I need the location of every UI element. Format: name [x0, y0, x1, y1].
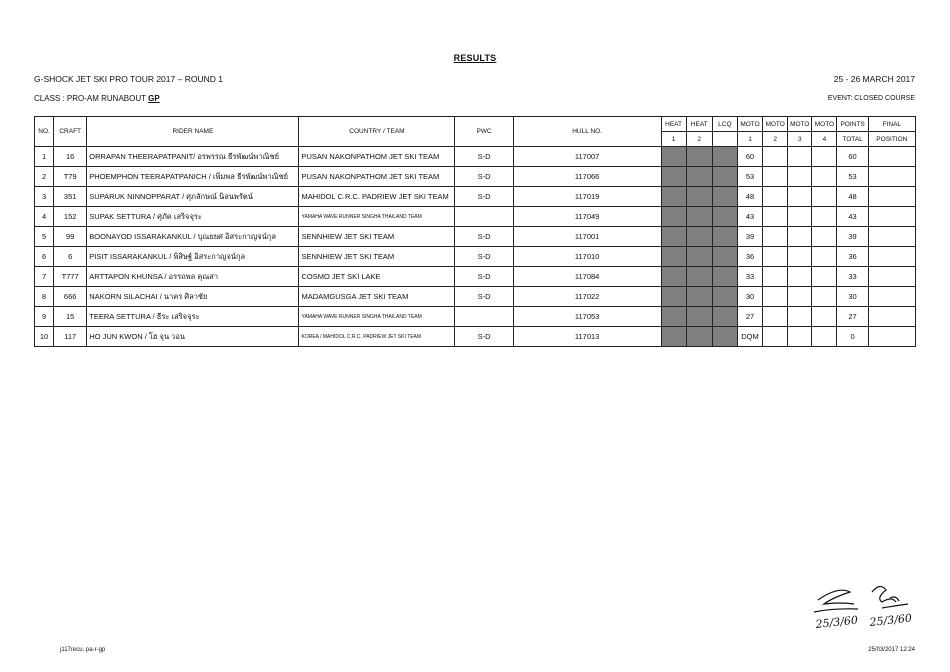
cell-lcq: [712, 187, 737, 207]
cell-moto3: [788, 167, 812, 187]
col-moto2: MOTO: [763, 117, 788, 132]
cell-hull: 117007: [513, 147, 661, 167]
signature-2-date: 25/3/60: [868, 611, 913, 629]
cell-team: MAHIDOL C.R.C. PADRIEW JET SKI TEAM: [299, 187, 455, 207]
cell-rider: PHOEMPHON TEERAPATPANICH / เพิ่มพล ธีรพัฒน์พาณิชย์: [87, 167, 299, 187]
cell-rider: SUPAK SETTURA / ศุภัค เสริจจุระ: [87, 207, 299, 227]
cell-pwc: S-D: [455, 147, 513, 167]
col-country: COUNTRY / TEAM: [299, 117, 455, 147]
page-title: RESULTS: [453, 53, 497, 63]
cell-craft: 666: [54, 287, 87, 307]
cell-hull: 117022: [513, 287, 661, 307]
cell-moto3: [788, 187, 812, 207]
col-moto2-num: 2: [763, 132, 788, 147]
cell-team: PUSAN NAKONPATHOM JET SKI TEAM: [299, 167, 455, 187]
cell-team: SENNHIEW JET SKI TEAM: [299, 247, 455, 267]
col-moto4: MOTO: [812, 117, 837, 132]
footer-file: j117recu. pa-r-gp: [60, 647, 106, 653]
cell-heat1: [661, 247, 686, 267]
cell-heat2: [686, 147, 712, 167]
col-moto3-num: 3: [788, 132, 812, 147]
cell-heat2: [686, 307, 712, 327]
cell-team: YAMAHA WAVE RUNNER SINGHA THAILAND TEAM: [299, 207, 455, 227]
cell-final: [868, 227, 915, 247]
table-row: [35, 187, 916, 207]
cell-final: [868, 287, 915, 307]
cell-moto4: [812, 187, 837, 207]
cell-moto2: [763, 287, 788, 307]
cell-moto1: 53: [737, 167, 762, 187]
table-row: [35, 147, 916, 167]
col-no: NO.: [35, 117, 54, 147]
cell-moto4: [812, 307, 837, 327]
cell-heat2: [686, 227, 712, 247]
cell-final: [868, 307, 915, 327]
cell-moto4: [812, 227, 837, 247]
col-lcq-blank: [712, 132, 737, 147]
cell-points: 48: [837, 187, 868, 207]
col-lcq: LCQ: [712, 117, 737, 132]
cell-heat1: [661, 227, 686, 247]
col-pwc: PWC: [455, 117, 513, 147]
cell-moto2: [763, 307, 788, 327]
cell-team: COSMO JET SKI LAKE: [299, 267, 455, 287]
cell-craft: 99: [54, 227, 87, 247]
cell-heat1: [661, 187, 686, 207]
cell-moto2: [763, 207, 788, 227]
table-row: [35, 327, 916, 347]
table-row: [35, 287, 916, 307]
cell-no: 8: [35, 287, 54, 307]
cell-points: 39: [837, 227, 868, 247]
cell-moto3: [788, 207, 812, 227]
cell-points: 33: [837, 267, 868, 287]
cell-rider: ARTTAPON KHUNSA / อรรถพล คุณสา: [87, 267, 299, 287]
cell-heat2: [686, 287, 712, 307]
col-final: FINAL: [868, 117, 915, 132]
cell-moto3: [788, 307, 812, 327]
cell-craft: 152: [54, 207, 87, 227]
cell-hull: 117049: [513, 207, 661, 227]
col-rider: RIDER NAME: [87, 117, 299, 147]
cell-team: YAMAHA WAVE RUNNER SINGHA THAILAND TEAM: [299, 307, 455, 327]
cell-final: [868, 187, 915, 207]
cell-moto1: 39: [737, 227, 762, 247]
cell-heat2: [686, 187, 712, 207]
cell-rider: PISIT ISSARAKANKUL / พิสิษฐ์ อิสระกาญจน์กุล: [87, 247, 299, 267]
cell-points: 53: [837, 167, 868, 187]
cell-rider: BOONAYOD ISSARAKANKUL / บุณยยศ อิสระกาญจน์กุล: [87, 227, 299, 247]
cell-heat1: [661, 147, 686, 167]
cell-no: 4: [35, 207, 54, 227]
cell-moto4: [812, 147, 837, 167]
cell-craft: 16: [54, 147, 87, 167]
cell-team: PUSAN NAKONPATHOM JET SKI TEAM: [299, 147, 455, 167]
table-row: [35, 167, 916, 187]
cell-rider: ORRAPAN THEERAPATPANIT/ อรพรรณ ธีรพัฒน์พาณิชย์: [87, 147, 299, 167]
cell-lcq: [712, 267, 737, 287]
cell-heat1: [661, 307, 686, 327]
cell-moto1: 43: [737, 207, 762, 227]
cell-moto2: [763, 227, 788, 247]
col-final-position: POSITION: [868, 132, 915, 147]
cell-moto1: 36: [737, 247, 762, 267]
cell-craft: T777: [54, 267, 87, 287]
cell-heat2: [686, 167, 712, 187]
cell-rider: HO JUN KWON / โฮ จุน วอน: [87, 327, 299, 347]
col-moto1-num: 1: [737, 132, 762, 147]
class-label: CLASS : PRO-AM RUNABOUT: [34, 94, 146, 103]
class-code: GP: [148, 94, 160, 103]
cell-moto3: [788, 247, 812, 267]
cell-lcq: [712, 327, 737, 347]
cell-pwc: S-D: [455, 287, 513, 307]
col-hull: HULL NO.: [513, 117, 661, 147]
cell-moto2: [763, 327, 788, 347]
cell-heat1: [661, 327, 686, 347]
cell-no: 2: [35, 167, 54, 187]
cell-pwc: S-D: [455, 247, 513, 267]
cell-no: 1: [35, 147, 54, 167]
cell-points: 43: [837, 207, 868, 227]
cell-moto2: [763, 167, 788, 187]
cell-moto3: [788, 147, 812, 167]
cell-rider: SUPARUK NINNOPPARAT / ศุภลักษณ์ นิลนพรัตน์: [87, 187, 299, 207]
cell-lcq: [712, 147, 737, 167]
col-points-total: TOTAL: [837, 132, 868, 147]
cell-rider: TEERA SETTURA / ธีระ เสริจจุระ: [87, 307, 299, 327]
cell-moto4: [812, 287, 837, 307]
cell-moto4: [812, 327, 837, 347]
col-heat1: HEAT: [661, 117, 686, 132]
cell-points: 0: [837, 327, 868, 347]
cell-craft: 351: [54, 187, 87, 207]
col-heat2: HEAT: [686, 117, 712, 132]
cell-rider: NAKORN SILACHAI / นาคร ศิลาชัย: [87, 287, 299, 307]
cell-final: [868, 147, 915, 167]
class-line: [34, 94, 160, 103]
cell-team: MADAMGUSGA JET SKI TEAM: [299, 287, 455, 307]
cell-final: [868, 207, 915, 227]
cell-final: [868, 267, 915, 287]
cell-moto2: [763, 187, 788, 207]
cell-moto1: 48: [737, 187, 762, 207]
results-table: [34, 116, 916, 347]
results-body: [35, 147, 916, 347]
cell-heat1: [661, 207, 686, 227]
cell-points: 36: [837, 247, 868, 267]
cell-no: 7: [35, 267, 54, 287]
cell-final: [868, 327, 915, 347]
cell-final: [868, 167, 915, 187]
cell-lcq: [712, 287, 737, 307]
cell-lcq: [712, 307, 737, 327]
cell-heat2: [686, 247, 712, 267]
table-row: [35, 207, 916, 227]
cell-points: 27: [837, 307, 868, 327]
cell-lcq: [712, 247, 737, 267]
cell-no: 5: [35, 227, 54, 247]
table-row: [35, 247, 916, 267]
cell-hull: 117013: [513, 327, 661, 347]
cell-pwc: S-D: [455, 327, 513, 347]
header-row-top: [35, 117, 916, 132]
cell-moto4: [812, 267, 837, 287]
cell-points: 30: [837, 287, 868, 307]
table-row: [35, 267, 916, 287]
cell-pwc: S-D: [455, 227, 513, 247]
cell-lcq: [712, 227, 737, 247]
cell-hull: 117053: [513, 307, 661, 327]
col-craft: CRAFT: [54, 117, 87, 147]
cell-craft: T79: [54, 167, 87, 187]
cell-points: 60: [837, 147, 868, 167]
cell-hull: 117010: [513, 247, 661, 267]
signature-2: [872, 586, 908, 608]
col-moto4-num: 4: [812, 132, 837, 147]
cell-moto1: 60: [737, 147, 762, 167]
cell-lcq: [712, 207, 737, 227]
cell-heat1: [661, 267, 686, 287]
event-dates: 25 - 26 MARCH 2017: [833, 74, 915, 84]
cell-moto2: [763, 267, 788, 287]
cell-moto1: 33: [737, 267, 762, 287]
cell-moto2: [763, 147, 788, 167]
signature-1-date: 25/3/60: [814, 613, 859, 631]
cell-pwc: [455, 207, 513, 227]
cell-moto1: DQM: [737, 327, 762, 347]
event-course: EVENT: CLOSED COURSE: [827, 95, 915, 102]
cell-moto3: [788, 227, 812, 247]
cell-no: 10: [35, 327, 54, 347]
cell-heat1: [661, 287, 686, 307]
cell-moto4: [812, 207, 837, 227]
cell-final: [868, 247, 915, 267]
cell-pwc: S-D: [455, 187, 513, 207]
cell-moto1: 30: [737, 287, 762, 307]
cell-moto4: [812, 167, 837, 187]
signature-1: [814, 590, 858, 612]
col-heat1-num: 1: [661, 132, 686, 147]
cell-heat2: [686, 327, 712, 347]
cell-no: 9: [35, 307, 54, 327]
col-heat2-num: 2: [686, 132, 712, 147]
cell-pwc: S-D: [455, 167, 513, 187]
cell-moto3: [788, 327, 812, 347]
cell-hull: 117019: [513, 187, 661, 207]
cell-no: 6: [35, 247, 54, 267]
cell-team: KOREA / MAHIDOL C.R.C. PADRIEW JET SKI TEAM: [299, 327, 455, 347]
cell-no: 3: [35, 187, 54, 207]
cell-heat2: [686, 207, 712, 227]
cell-pwc: S-D: [455, 267, 513, 287]
cell-heat2: [686, 267, 712, 287]
table-row: [35, 227, 916, 247]
cell-moto4: [812, 247, 837, 267]
cell-hull: 117084: [513, 267, 661, 287]
table-row: [35, 307, 916, 327]
cell-craft: 15: [54, 307, 87, 327]
cell-craft: 6: [54, 247, 87, 267]
cell-lcq: [712, 167, 737, 187]
cell-moto1: 27: [737, 307, 762, 327]
signatures: [810, 578, 920, 638]
footer-printed: 25/03/2017 12:24: [868, 647, 915, 653]
event-name: G-SHOCK JET SKI PRO TOUR 2017 – ROUND 1: [34, 74, 223, 84]
cell-moto3: [788, 287, 812, 307]
col-moto3: MOTO: [788, 117, 812, 132]
cell-hull: 117066: [513, 167, 661, 187]
cell-moto3: [788, 267, 812, 287]
cell-craft: 117: [54, 327, 87, 347]
cell-heat1: [661, 167, 686, 187]
col-points: POINTS: [837, 117, 868, 132]
cell-hull: 117001: [513, 227, 661, 247]
cell-team: SENNHIEW JET SKI TEAM: [299, 227, 455, 247]
cell-pwc: [455, 307, 513, 327]
cell-moto2: [763, 247, 788, 267]
col-moto1: MOTO: [737, 117, 762, 132]
